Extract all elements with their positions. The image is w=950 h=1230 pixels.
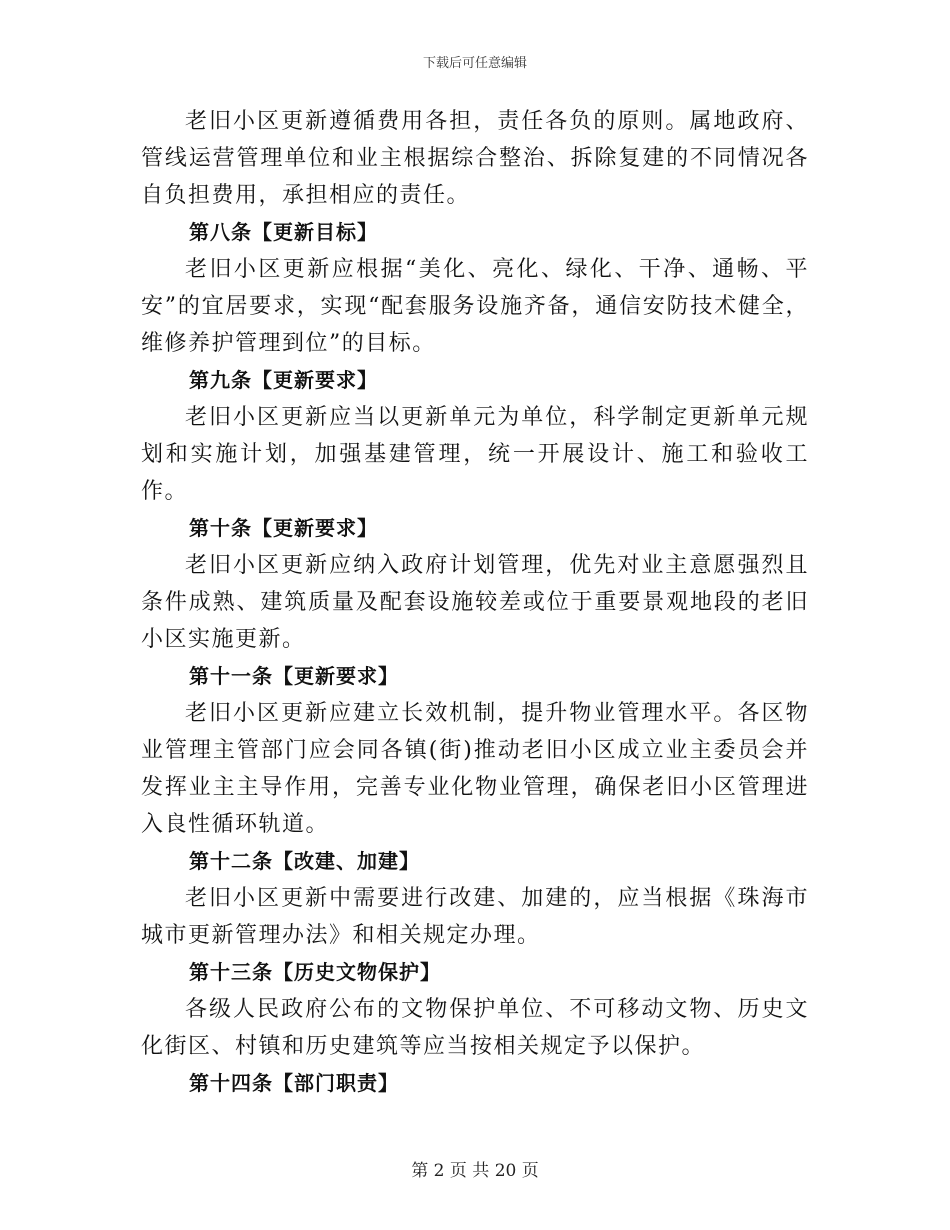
document-body <box>141 103 809 1102</box>
paragraph-cost-principle: 老旧小区更新遵循费用各担，责任各负的原则。属地政府、管线运营管理单位和业主根据综合整治、拆除复建的不同情况各自负担费用，承担相应的责任。 <box>141 109 809 208</box>
heading-article-10: 第十条【更新要求】 <box>189 516 378 540</box>
heading-article-12: 第十二条【改建、加建】 <box>189 849 420 873</box>
paragraph-article-12: 老旧小区更新中需要进行改建、加建的，应当根据《珠海市城市更新管理办法》和相关规定办理。 <box>141 886 809 948</box>
heading-article-11: 第十一条【更新要求】 <box>189 664 399 688</box>
page-footer: 第 2 页 共 20 页 <box>411 1161 539 1181</box>
paragraph-article-8: 老旧小区更新应根据“美化、亮化、绿化、干净、通畅、平安”的宜居要求，实现“配套服务设施齐备，通信安防技术健全，维修养护管理到位”的目标。 <box>141 257 809 356</box>
heading-article-8: 第八条【更新目标】 <box>189 220 378 244</box>
paragraph-article-10: 老旧小区更新应纳入政府计划管理，优先对业主意愿强烈且条件成熟、建筑质量及配套设施较差或位于重要景观地段的老旧小区实施更新。 <box>141 553 809 652</box>
paragraph-article-13: 各级人民政府公布的文物保护单位、不可移动文物、历史文化街区、村镇和历史建筑等应当按相关规定予以保护。 <box>141 997 809 1059</box>
page-header: 下载后可任意编辑 <box>422 56 527 71</box>
heading-article-9: 第九条【更新要求】 <box>189 368 378 392</box>
heading-article-14: 第十四条【部门职责】 <box>189 1071 399 1095</box>
paragraph-article-11: 老旧小区更新应建立长效机制，提升物业管理水平。各区物业管理主管部门应会同各镇(街)推动老旧小区成立业主委员会并发挥业主主导作用，完善专业化物业管理，确保老旧小区管理进入良性循环轨道。 <box>141 701 809 837</box>
paragraph-article-9: 老旧小区更新应当以更新单元为单位，科学制定更新单元规划和实施计划，加强基建管理，统一开展设计、施工和验收工作。 <box>141 405 809 504</box>
heading-article-13: 第十三条【历史文物保护】 <box>189 960 441 984</box>
